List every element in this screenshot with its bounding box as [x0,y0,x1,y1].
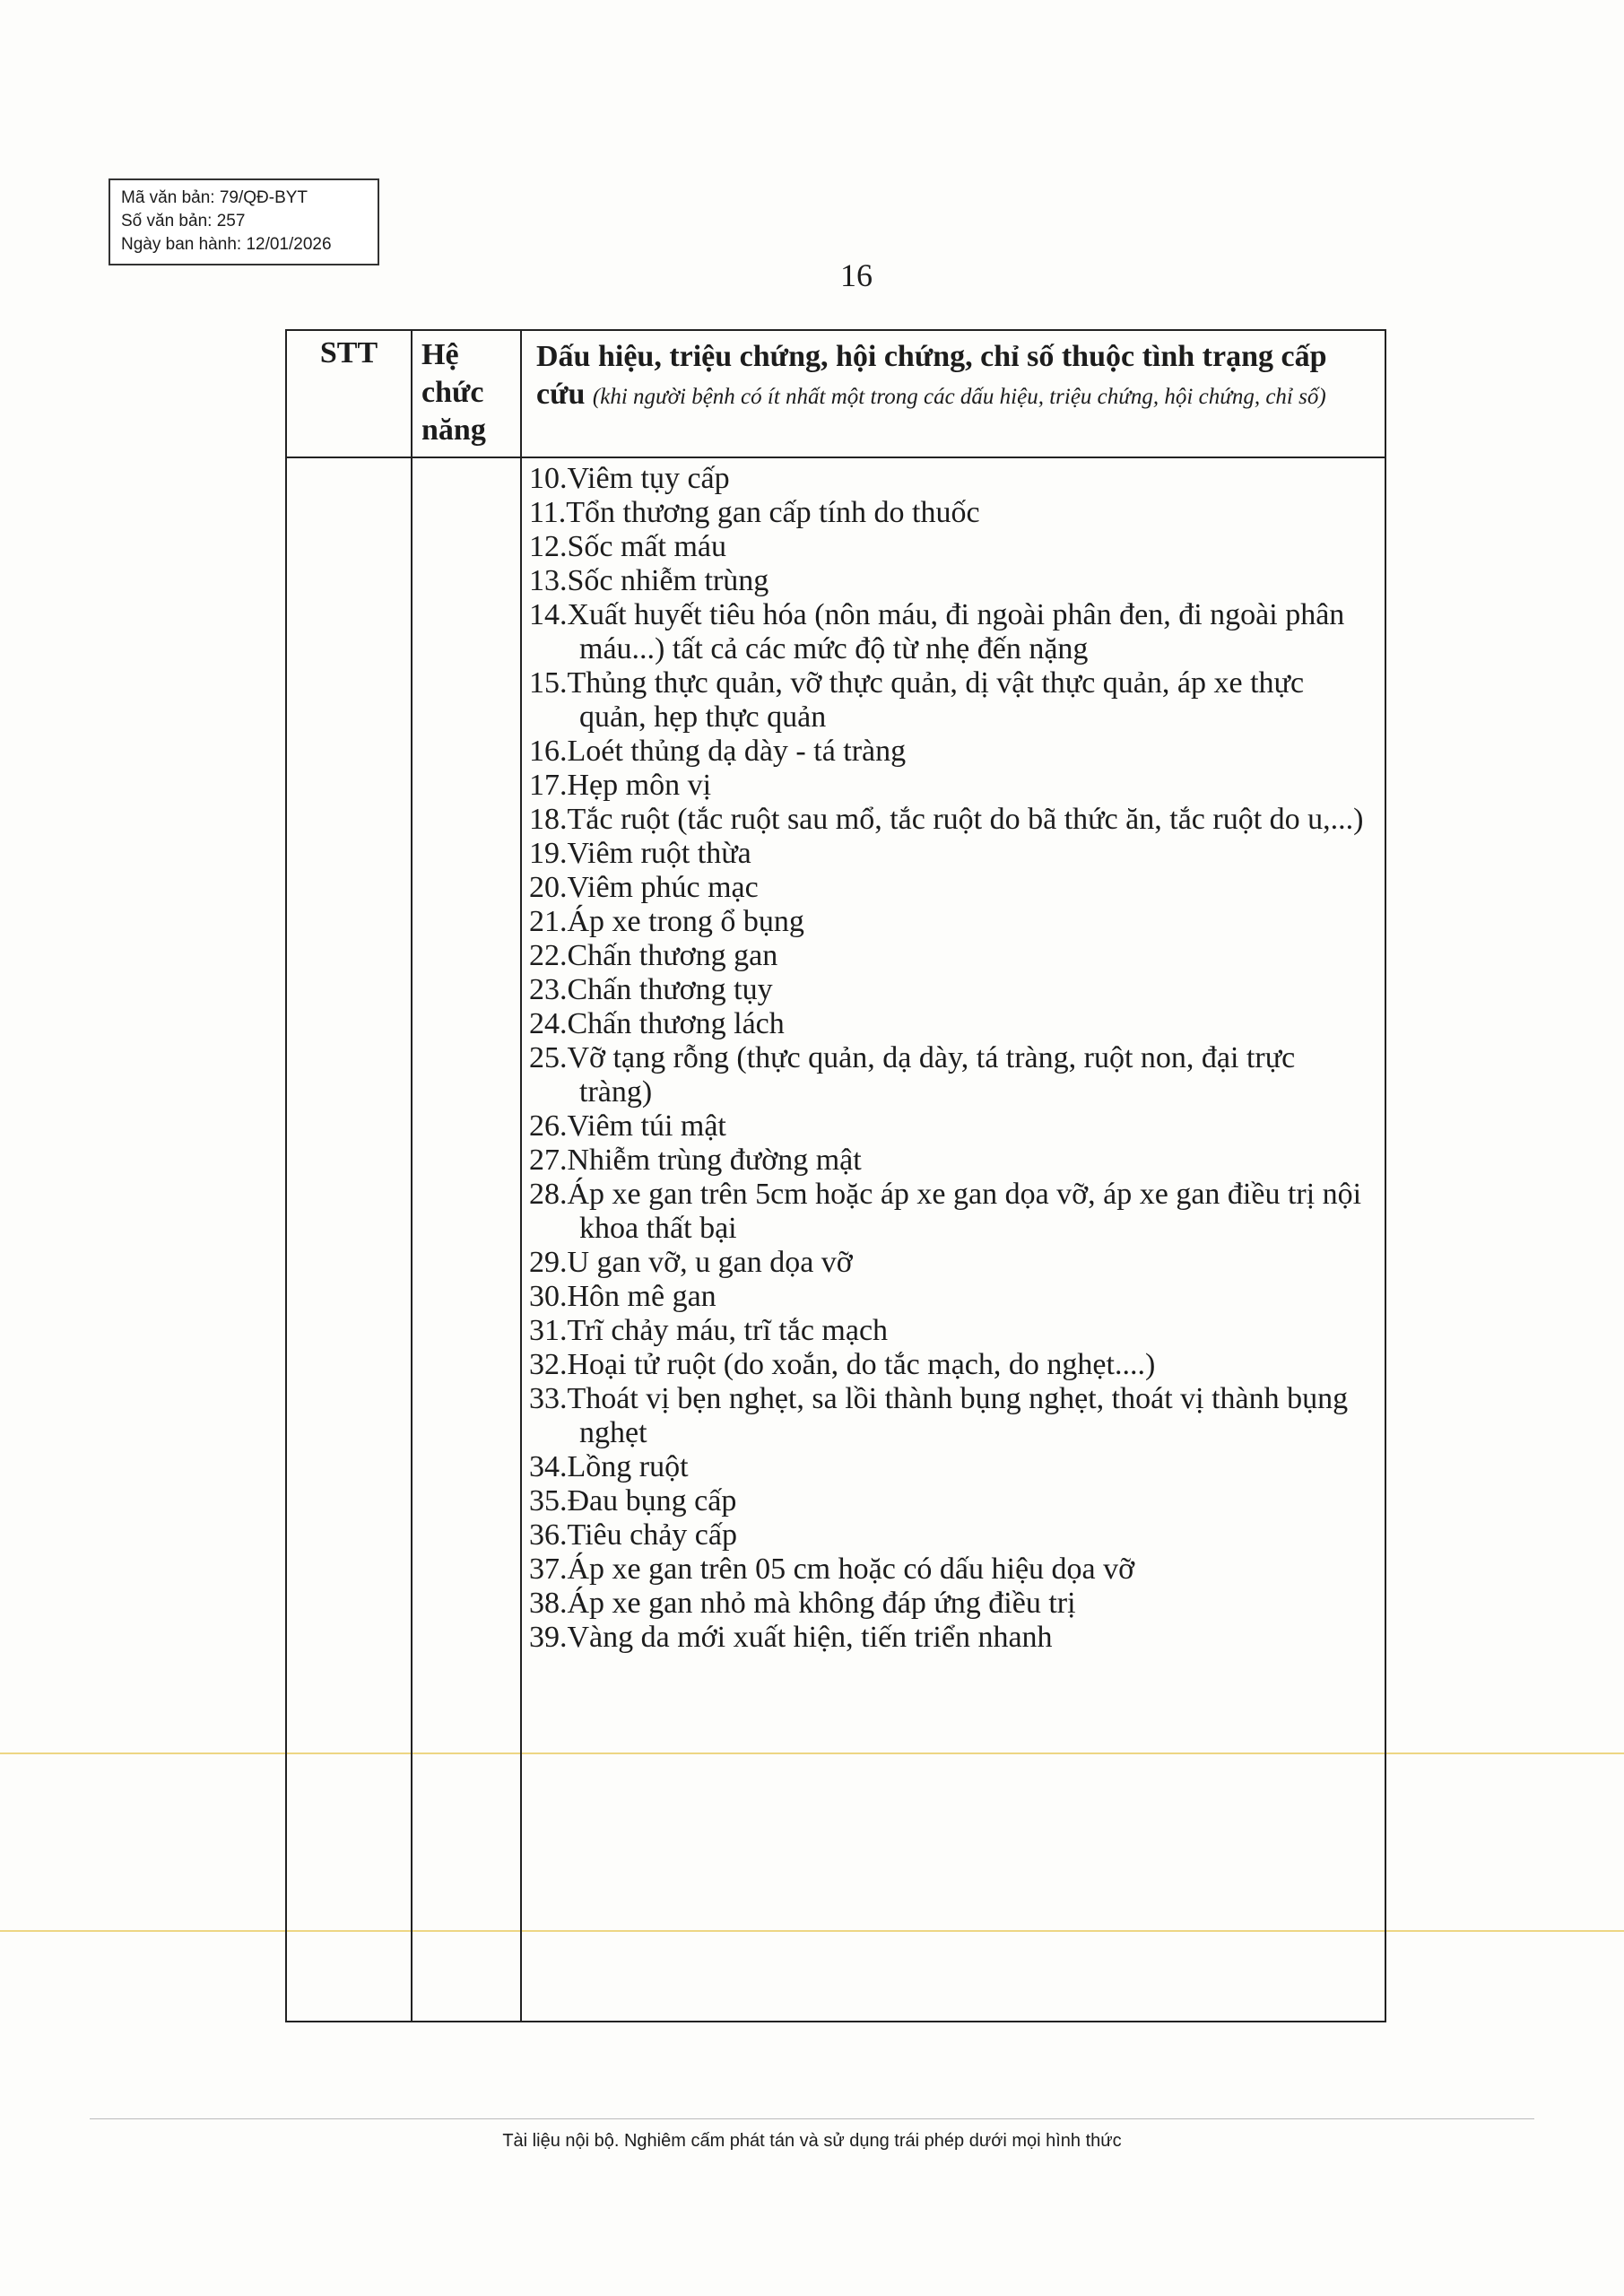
header-description [536,338,1374,416]
criteria-item: 35.Đau bụng cấp [529,1484,737,1518]
criteria-item: 34.Lồng ruột [529,1450,689,1483]
header-system: Hệ chức năng [421,338,486,447]
criteria-item: 38.Áp xe gan nhỏ mà không đáp ứng điều trị [529,1587,1076,1620]
criteria-item: 26.Viêm túi mật [529,1109,726,1143]
header-description-title: Dấu hiệu, triệu chứng, hội chứng, chỉ số thuộc tình trạng cấp cứu [536,340,1327,411]
criteria-item: 24.Chấn thương lách [529,1007,785,1040]
header-stt: STT [319,336,378,370]
criteria-item: 12.Sốc mất máu [529,530,727,563]
header-description-note: (khi người bệnh có ít nhất một trong các dấu hiệu, triệu chứng, hội chứng, chỉ số) [592,385,1326,409]
footer-divider [90,2118,1534,2119]
criteria-item: 27.Nhiễm trùng đường mật [529,1144,862,1177]
criteria-item: 11.Tổn thương gan cấp tính do thuốc [529,496,980,529]
criteria-item: 19.Viêm ruột thừa [529,837,751,870]
document-stamp [109,178,379,265]
criteria-list [529,462,1372,1655]
criteria-item: 39.Vàng da mới xuất hiện, tiến triển nhanh [529,1621,1053,1654]
stamp-date: Ngày ban hành: 12/01/2026 [121,235,332,254]
criteria-item: 23.Chấn thương tụy [529,973,773,1006]
criteria-item: 16.Loét thủng dạ dày - tá tràng [529,735,907,768]
column-divider-2 [520,331,522,2021]
criteria-item: 28.Áp xe gan trên 5cm hoặc áp xe gan dọa vỡ, áp xe gan điều trị nội khoa thất bại [529,1178,1362,1245]
criteria-item: 18.Tắc ruột (tắc ruột sau mổ, tắc ruột do bã thức ăn, tắc ruột do u,...) [529,803,1364,836]
criteria-item: 32.Hoại tử ruột (do xoắn, do tắc mạch, do nghẹt....) [529,1348,1156,1381]
criteria-item: 13.Sốc nhiễm trùng [529,564,769,597]
criteria-item: 22.Chấn thương gan [529,939,778,972]
criteria-item: 29.U gan vỡ, u gan dọa vỡ [529,1246,853,1279]
criteria-item: 36.Tiêu chảy cấp [529,1518,737,1552]
criteria-item: 31.Trĩ chảy máu, trĩ tắc mạch [529,1314,889,1347]
criteria-item: 15.Thủng thực quản, vỡ thực quản, dị vật thực quản, áp xe thực quản, hẹp thực quản [529,666,1305,734]
criteria-item: 14.Xuất huyết tiêu hóa (nôn máu, đi ngoài phân đen, đi ngoài phân máu...) tất cả các mức độ từ nhẹ đến nặng [529,598,1345,665]
footer-notice: Tài liệu nội bộ. Nghiêm cấm phát tán và sử dụng trái phép dưới mọi hình thức [502,2131,1122,2151]
page-number: 16 [840,257,873,293]
criteria-item: 25.Vỡ tạng rỗng (thực quản, dạ dày, tá tràng, ruột non, đại trực tràng) [529,1041,1296,1109]
criteria-item: 20.Viêm phúc mạc [529,871,759,904]
header-divider [287,457,1385,458]
column-divider-1 [411,331,413,2021]
stamp-number: Số văn bản: 257 [121,212,246,230]
criteria-item: 37.Áp xe gan trên 05 cm hoặc có dấu hiệu dọa vỡ [529,1552,1135,1586]
criteria-item: 21.Áp xe trong ổ bụng [529,905,804,938]
criteria-item: 30.Hôn mê gan [529,1280,716,1313]
criteria-item: 17.Hẹp môn vị [529,769,712,802]
stamp-code: Mã văn bản: 79/QĐ-BYT [121,188,308,207]
criteria-item: 10.Viêm tụy cấp [529,462,730,495]
emergency-criteria-table [285,329,1386,2022]
criteria-item: 33.Thoát vị bẹn nghẹt, sa lồi thành bụng nghẹt, thoát vị thành bụng nghẹt [529,1382,1349,1449]
